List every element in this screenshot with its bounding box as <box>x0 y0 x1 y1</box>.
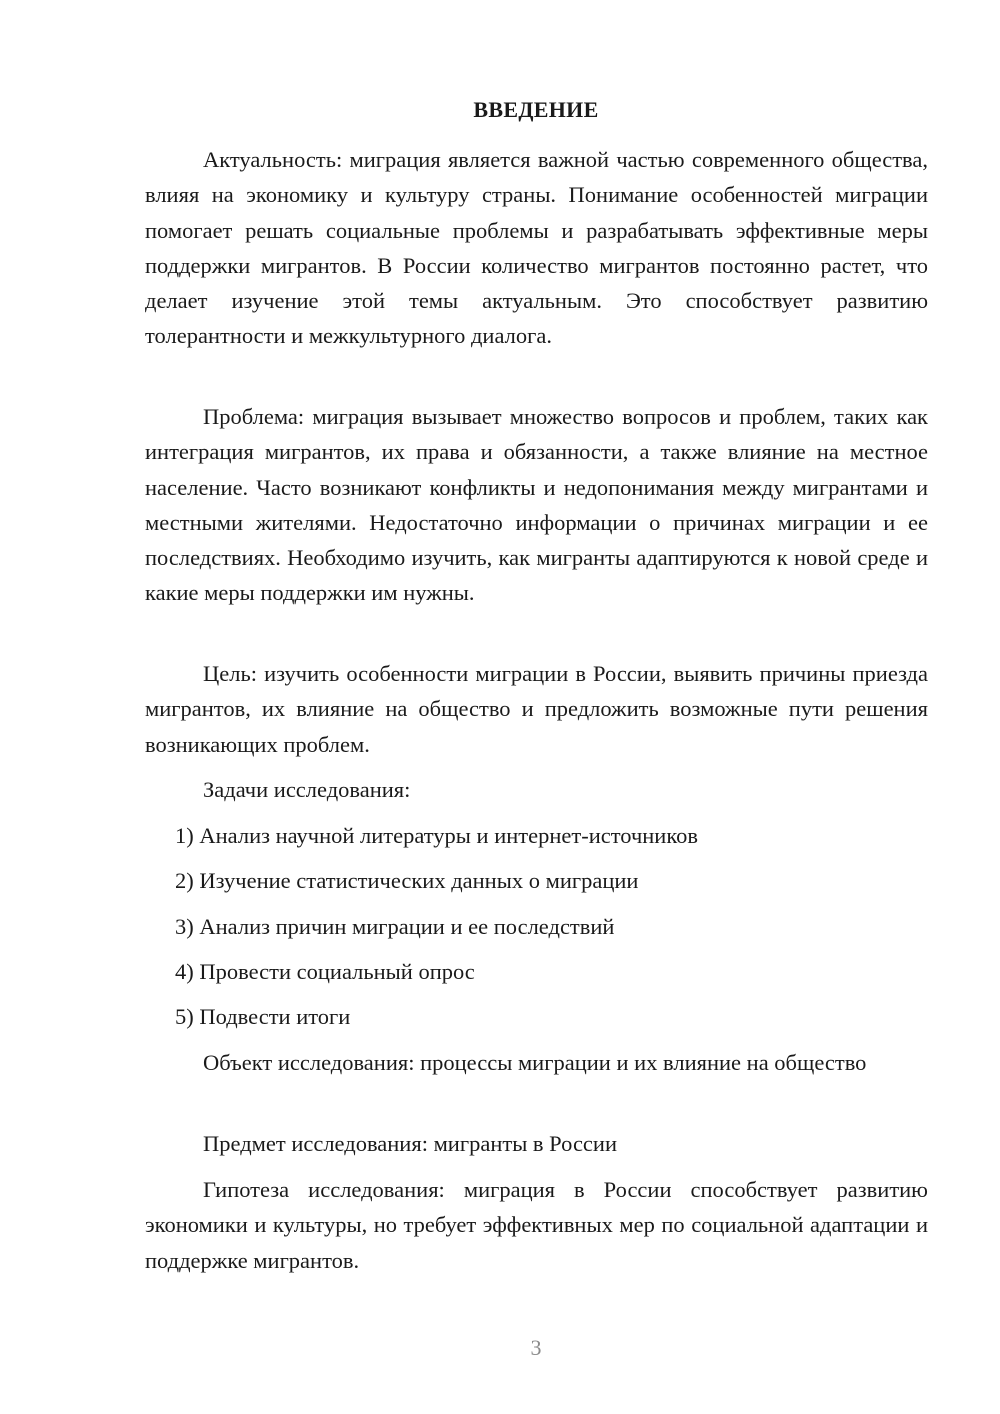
task-item: 1) Анализ научной литературы и интернет-источников <box>175 823 699 848</box>
task-item: 4) Провести социальный опрос <box>175 959 475 984</box>
hypothesis-paragraph: Гипотеза исследования: миграция в России способствует развитию экономики и культуры, но требует эффективных мер по социальной адаптации и поддержке мигрантов. <box>145 1177 928 1273</box>
page-number: 3 <box>530 1335 542 1360</box>
tasks-heading: Задачи исследования: <box>203 777 411 802</box>
task-item: 2) Изучение статистических данных о миграции <box>175 868 639 893</box>
task-item: 5) Подвести итоги <box>175 1004 351 1029</box>
relevance-paragraph: Актуальность: миграция является важной частью современного общества, влияя на экономику и культуру страны. Понимание особенностей миграции помогает решать социальные проблемы и разрабатывать эффективные меры поддержки мигрантов. В России количество мигрантов постоянно растет, что делает изучение этой темы актуальным. Это способствует развитию толерантности и межкультурного диалога. <box>145 147 928 349</box>
subject-paragraph: Предмет исследования: мигранты в России <box>203 1131 617 1156</box>
goal-paragraph: Цель: изучить особенности миграции в России, выявить причины приезда мигрантов, их влияние на общество и предложить возможные пути решения возникающих проблем. <box>145 661 928 757</box>
page-title: ВВЕДЕНИЕ <box>473 97 599 122</box>
task-item: 3) Анализ причин миграции и ее последствий <box>175 914 615 939</box>
object-paragraph: Объект исследования: процессы миграции и их влияние на общество <box>203 1050 867 1075</box>
problem-paragraph: Проблема: миграция вызывает множество вопросов и проблем, таких как интеграция мигрантов, их права и обязанности, а также влияние на местное население. Часто возникают конфликты и недопонимания между мигрантами и местными жителями. Недостаточно информации о причинах миграции и ее последствиях. Необходимо изучить, как мигранты адаптируются к новой среде и какие меры поддержки им нужны. <box>145 404 928 606</box>
